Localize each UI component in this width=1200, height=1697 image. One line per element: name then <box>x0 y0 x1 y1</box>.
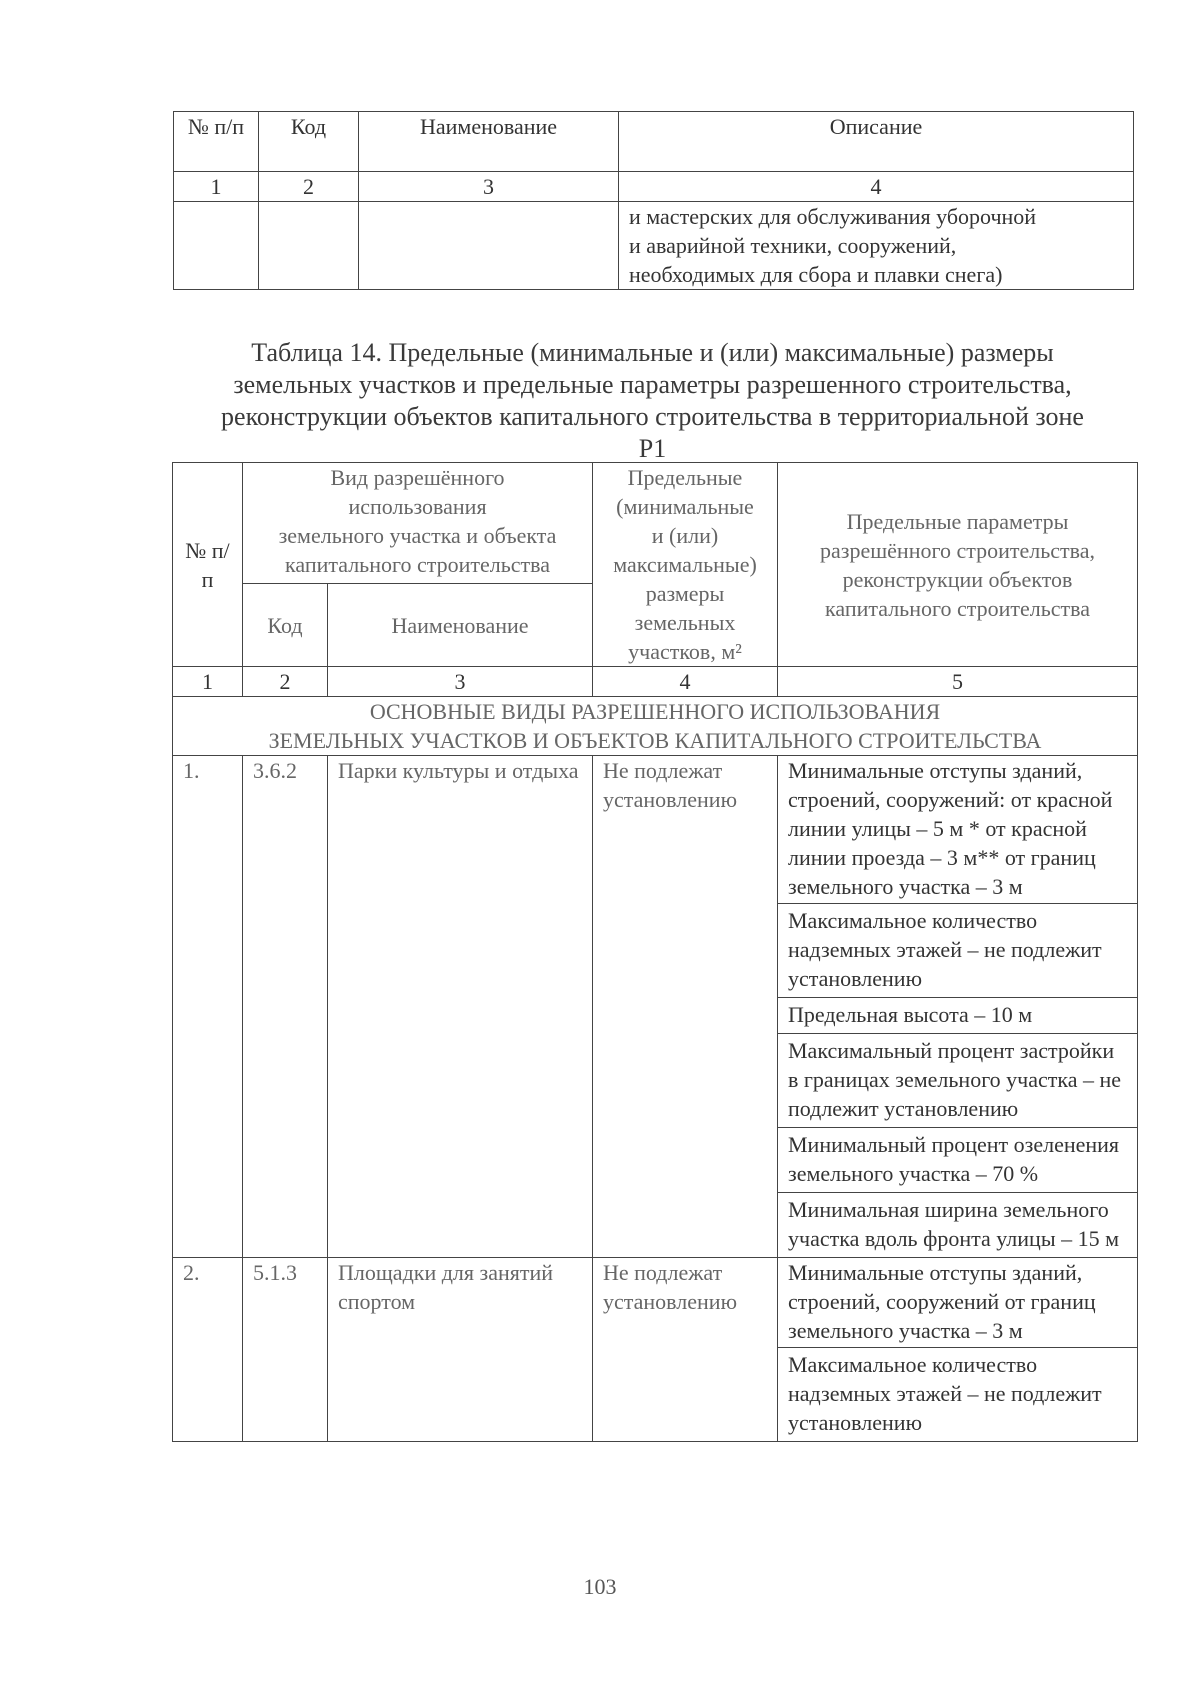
section-title-line: ЗЕМЕЛЬНЫХ УЧАСТКОВ И ОБЪЕКТОВ КАПИТАЛЬНОГО СТРОИТЕЛЬСТВА <box>268 728 1042 753</box>
header-line: размеры <box>645 581 725 606</box>
col-number: 3 <box>359 172 619 202</box>
header-line: максимальные) <box>613 552 757 577</box>
col-number: 5 <box>778 667 1138 697</box>
header-plot-sizes <box>593 463 778 667</box>
header-line: участков, м² <box>628 639 742 664</box>
description-cell <box>619 202 1134 290</box>
col-number: 1 <box>173 667 243 697</box>
section-row <box>173 697 1138 756</box>
description-line: необходимых для сбора и плавки снега) <box>629 262 1003 287</box>
table-header-row <box>174 112 1134 172</box>
row-name: Парки культуры и отдыха <box>328 756 593 1258</box>
header-line: (минимальные <box>616 494 754 519</box>
header-description: Описание <box>619 112 1134 172</box>
row-params <box>778 756 1138 1258</box>
param-item: Максимальное количество надземных этажей – не подлежит установлению <box>778 1347 1137 1439</box>
header-line: и (или) <box>651 523 719 548</box>
col-number: 2 <box>243 667 328 697</box>
table-header-row <box>173 463 1138 584</box>
column-number-row <box>173 667 1138 697</box>
table-row <box>173 756 1138 1258</box>
page-number: 103 <box>583 1574 617 1599</box>
caption-line: земельных участков и предельные параметры разрешенного строительства, <box>233 370 1072 399</box>
col-number: 3 <box>328 667 593 697</box>
param-item: Максимальное количество надземных этажей – не подлежит установлению <box>778 903 1137 995</box>
header-line: реконструкции объектов <box>842 566 1073 592</box>
empty-cell <box>174 202 259 290</box>
header-line: капитального строительства <box>824 595 1091 621</box>
zone-parameters-table <box>172 462 1138 1442</box>
header-num: № п/п <box>173 463 243 667</box>
param-item: Предельная высота – 10 м <box>778 997 1137 1031</box>
column-number-row <box>174 172 1134 202</box>
row-name: Площадки для занятий спортом <box>328 1258 593 1442</box>
header-permitted-use <box>243 463 593 584</box>
caption-line: Р1 <box>638 434 667 463</box>
header-line: земельных <box>634 610 736 635</box>
col-number: 2 <box>259 172 359 202</box>
param-item: Минимальные отступы зданий, строений, сооружений от границ земельного участка – 3 м <box>788 1260 1096 1343</box>
header-line: земельного участка и объекта <box>278 523 557 548</box>
row-number: 1. <box>173 756 243 1258</box>
header-name: Наименование <box>328 584 593 667</box>
param-item: Максимальный процент застройки в границах земельного участка – не подлежит установлению <box>778 1033 1137 1125</box>
header-line: Вид разрешённого <box>330 465 505 490</box>
table-caption <box>160 337 1145 465</box>
header-line: Предельные параметры <box>846 508 1069 534</box>
header-num: № п/п <box>174 112 259 172</box>
empty-cell <box>259 202 359 290</box>
table-row <box>173 1258 1138 1442</box>
description-line: и аварийной техники, сооружений, <box>629 233 957 258</box>
row-number: 2. <box>173 1258 243 1442</box>
header-line: использования <box>348 494 487 519</box>
header-name: Наименование <box>359 112 619 172</box>
header-construction-params <box>778 463 1138 667</box>
row-sizes: Не подлежат установлению <box>593 1258 778 1442</box>
continuation-table <box>173 111 1134 290</box>
caption-line: Таблица 14. Предельные (минимальные и (или) максимальные) размеры <box>251 338 1054 367</box>
header-line: Предельные <box>627 465 743 490</box>
row-sizes: Не подлежат установлению <box>593 756 778 1258</box>
header-line: капитального строительства <box>284 552 551 577</box>
header-line: разрешённого строительства, <box>820 537 1095 563</box>
section-title-line: ОСНОВНЫЕ ВИДЫ РАЗРЕШЕННОГО ИСПОЛЬЗОВАНИЯ <box>369 699 941 724</box>
col-number: 4 <box>593 667 778 697</box>
col-number: 4 <box>619 172 1134 202</box>
param-item: Минимальные отступы зданий, строений, сооружений: от красной линии улицы – 5 м * от красной линии проезда – 3 м** от границ земельного участка – 3 м <box>788 758 1113 899</box>
caption-line: реконструкции объектов капитального строительства в территориальной зоне <box>221 402 1084 431</box>
header-code: Код <box>243 584 328 667</box>
empty-cell <box>359 202 619 290</box>
description-line: и мастерских для обслуживания уборочной <box>629 204 1037 229</box>
section-title <box>173 697 1138 756</box>
table-row <box>174 202 1134 290</box>
param-item: Минимальный процент озеленения земельного участка – 70 % <box>778 1127 1137 1190</box>
row-params <box>778 1258 1138 1442</box>
col-number: 1 <box>174 172 259 202</box>
row-code: 3.6.2 <box>243 756 328 1258</box>
param-item: Минимальная ширина земельного участка вдоль фронта улицы – 15 м <box>778 1192 1137 1255</box>
header-code: Код <box>259 112 359 172</box>
row-code: 5.1.3 <box>243 1258 328 1442</box>
